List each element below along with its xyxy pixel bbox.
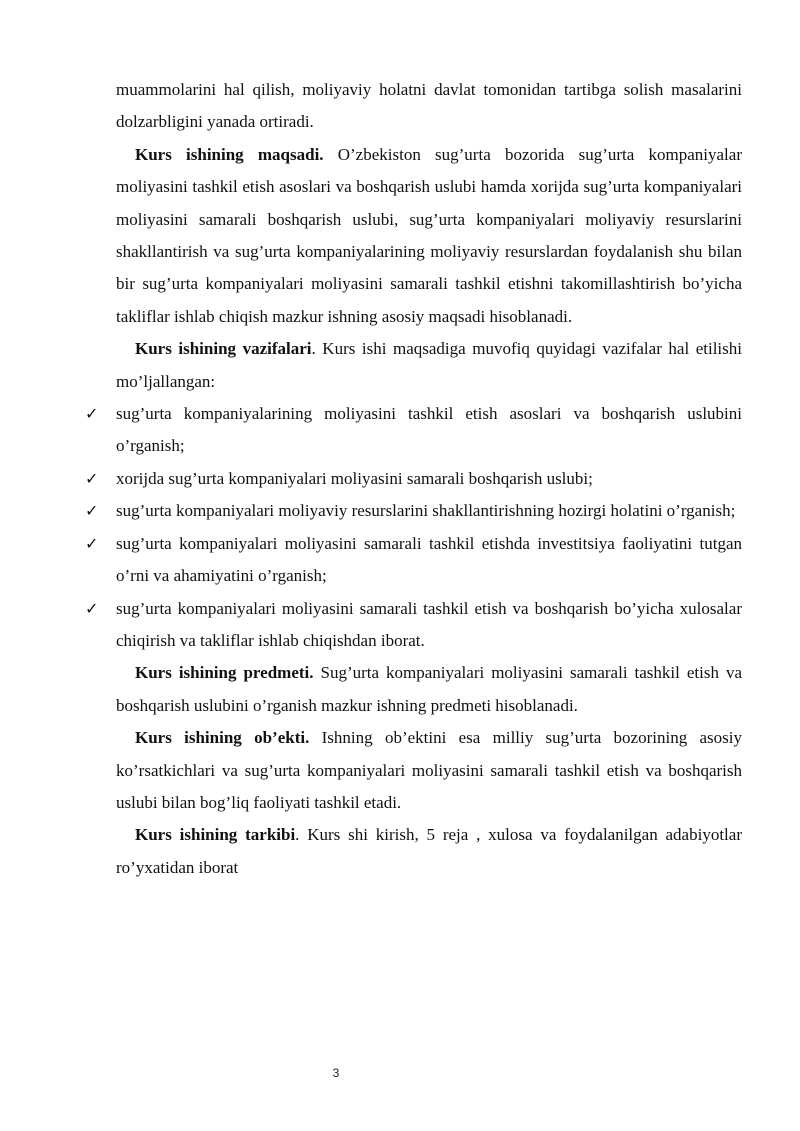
list-item <box>85 398 742 463</box>
list-item <box>85 463 742 495</box>
list-item-text: xorijda sug’urta kompaniyalari moliyasini samarali boshqarish uslubi; <box>116 468 593 488</box>
goal-paragraph <box>116 139 742 333</box>
list-item-text: sug’urta kompaniyalari moliyasini samarali tashkil etish va boshqarish bo’yicha xulosalar chiqirish va takliflar ishlab chiqishdan iborat. <box>116 598 742 650</box>
object-paragraph <box>116 722 742 819</box>
list-item <box>85 593 742 658</box>
object-text: Ishning ob’ektini esa milliy sug’urta bozorining asosiy ko’rsatkichlari va sug’urta kompaniyalari moliyasini samarali tashkil etish va boshqarish uslubi bilan bog’liq faoliyati tashkil etadi. <box>116 728 742 812</box>
page-number: 3 <box>332 1066 340 1080</box>
goal-text: O’zbekiston sug’urta bozorida sug’urta kompaniyalar moliyasini tashkil etish asoslari va boshqarish uslubi hamda xorijda sug’urta kompaniyalari moliyasini samarali boshqarish uslubi, sug’urta kompaniyalari moliyaviy resurslarini shakllantirish va sug’urta kompaniyalarining moliyaviy resurslardan foydalanish shu bilan bir sug’urta kompaniyalari moliyasini samarali tashkil etishni takomillashtirish bo’yicha takliflar ishlab chiqish mazkur ishning asosiy maqsadi hisoblanadi. <box>116 144 742 326</box>
checkmark-icon: ✓ <box>85 533 99 553</box>
structure-heading: Kurs ishining tarkibi <box>135 825 296 845</box>
subject-text: Sug’urta kompaniyalari moliyasini samarali tashkil etish va boshqarish uslubini o’rganish mazkur ishning predmeti hisoblanadi. <box>116 663 742 715</box>
intro-paragraph: muammolarini hal qilish, moliyaviy holatni davlat tomonidan tartibga solish masalarini dolzarbligini yanada ortiradi. <box>116 80 742 132</box>
checkmark-icon: ✓ <box>85 598 99 618</box>
checkmark-icon: ✓ <box>85 501 99 521</box>
tasks-paragraph <box>116 333 742 398</box>
tasks-text: . Kurs ishi maqsadiga muvofiq quyidagi vazifalar hal etilishi mo’ljallangan: <box>116 339 742 391</box>
subject-heading: Kurs ishining predmeti. <box>135 663 314 683</box>
list-item-text: sug’urta kompaniyalari moliyaviy resurslarini shakllantirishning hozirgi holatini o’rganish; <box>116 501 736 521</box>
checkmark-icon: ✓ <box>85 468 99 488</box>
subject-paragraph <box>116 657 742 722</box>
structure-paragraph <box>116 819 742 884</box>
tasks-list <box>85 398 742 657</box>
list-item <box>85 528 742 593</box>
list-item-text: sug’urta kompaniyalarining moliyasini tashkil etish asoslari va boshqarish uslubini o’rganish; <box>116 404 742 456</box>
object-heading: Kurs ishining ob’ekti. <box>135 728 310 748</box>
tasks-heading: Kurs ishining vazifalari <box>135 339 312 359</box>
body-text <box>85 74 742 884</box>
checkmark-icon: ✓ <box>85 404 99 424</box>
structure-text: . Kurs shi kirish, 5 reja , xulosa va foydalanilgan adabiyotlar ro’yxatidan iborat <box>116 825 742 877</box>
list-item <box>85 495 742 527</box>
list-item-text: sug’urta kompaniyalari moliyasini samarali tashkil etishda investitsiya faoliyatini tutgan o’rni va ahamiyatini o’rganish; <box>116 533 742 586</box>
goal-heading: Kurs ishining maqsadi. <box>135 144 324 164</box>
